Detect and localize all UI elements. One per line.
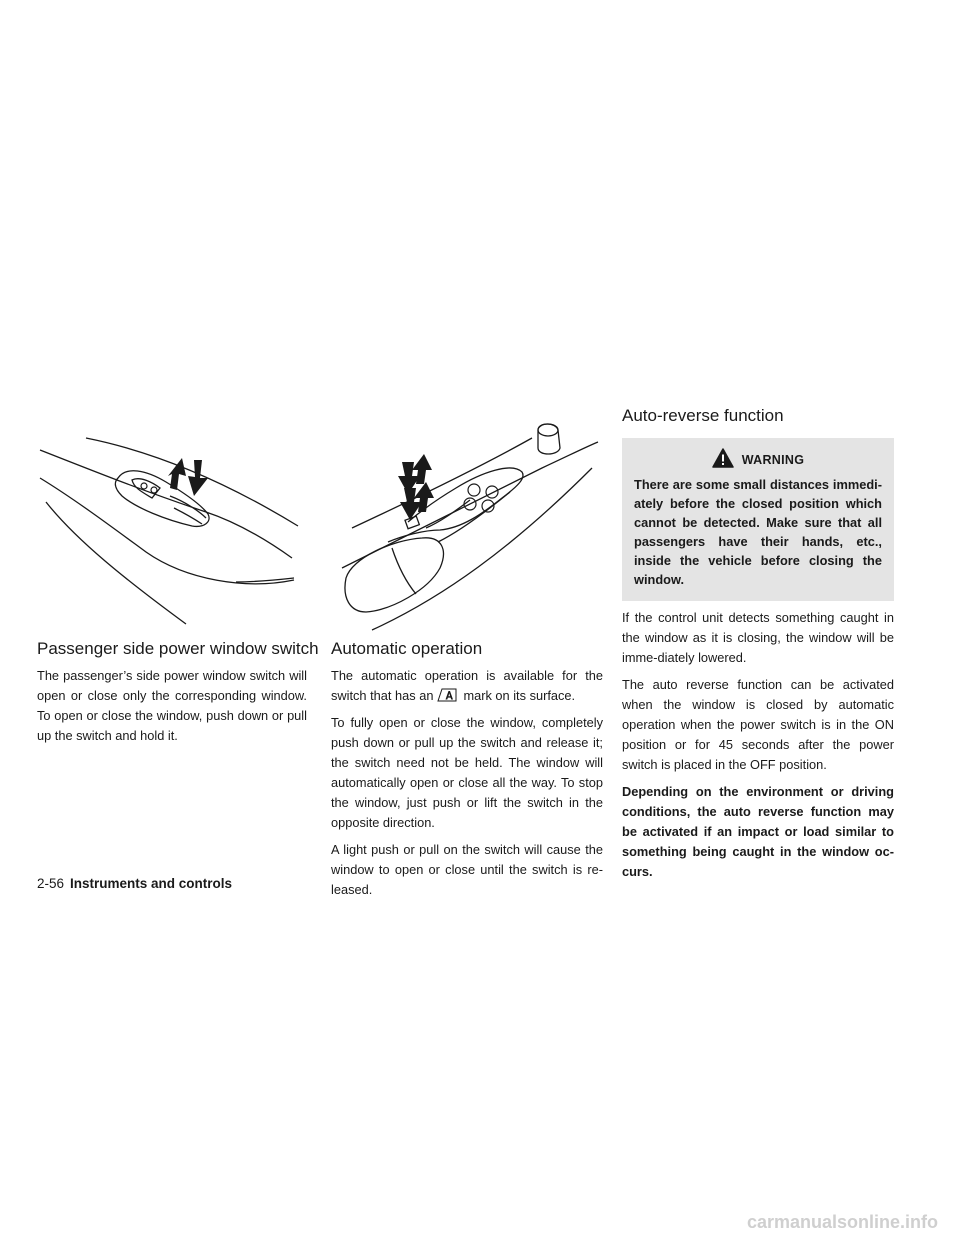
column-automatic-operation bbox=[331, 638, 603, 900]
paragraph-automatic-availability bbox=[331, 666, 603, 706]
warning-box bbox=[622, 438, 894, 601]
paragraph-light-push: A light push or pull on the switch will cause the window to open or close until the switch is re-leased. bbox=[331, 842, 603, 897]
passenger-switch-illustration bbox=[36, 430, 304, 628]
warning-text: There are some small distances immedi-ately before the closed position which cannot be detected. Make sure that all passengers have their hands, etc., inside the vehicle before closing the window. bbox=[634, 477, 882, 587]
chapter-title: Instruments and controls bbox=[70, 876, 233, 891]
auto-mark-icon bbox=[437, 688, 457, 702]
paragraph-environment-conditions: Depending on the environment or driving conditions, the auto reverse function may be activated if an impact or load similar to something being caught in the window oc-curs. bbox=[622, 784, 894, 879]
heading-passenger-switch: Passenger side power window switch bbox=[37, 639, 319, 658]
paragraph-passenger-switch: The passenger’s side power window switch will open or close only the corresponding window. To open or close the window, push down or pull up the switch and hold it. bbox=[37, 668, 307, 743]
paragraph-auto-reverse-activation: The auto reverse function can be activated when the window is closed by automatic operation when the power switch is in the ON position or for 45 seconds after the power switch is placed in the OFF position. bbox=[622, 677, 894, 772]
heading-automatic-operation: Automatic operation bbox=[331, 639, 483, 658]
warning-header bbox=[634, 448, 882, 469]
page-number: 2-56 bbox=[37, 876, 65, 891]
column-passenger-switch bbox=[37, 638, 319, 746]
warning-triangle-icon bbox=[712, 448, 734, 468]
paragraph-fully-open-close: To fully open or close the window, completely push down or pull up the switch and release it; the switch need not be held. The window will automatically open or close all the way. To stop the window, just push or lift the switch in the opposite direction. bbox=[331, 715, 603, 830]
heading-auto-reverse: Auto-reverse function bbox=[622, 406, 784, 425]
page-footer bbox=[37, 876, 232, 891]
warning-label: WARNING bbox=[741, 453, 805, 467]
column-auto-reverse bbox=[622, 405, 894, 882]
text-automatic-after-mark: mark on its surface. bbox=[463, 688, 576, 703]
watermark-text: carmanualsonline.info bbox=[746, 1212, 938, 1232]
automatic-switch-illustration bbox=[332, 418, 604, 633]
text-automatic-before-mark: The automatic operation is available for the switch that has an bbox=[331, 668, 603, 703]
paragraph-control-unit: If the control unit detects something caught in the window as it is closing, the window will be imme-diately lowered. bbox=[622, 610, 894, 665]
